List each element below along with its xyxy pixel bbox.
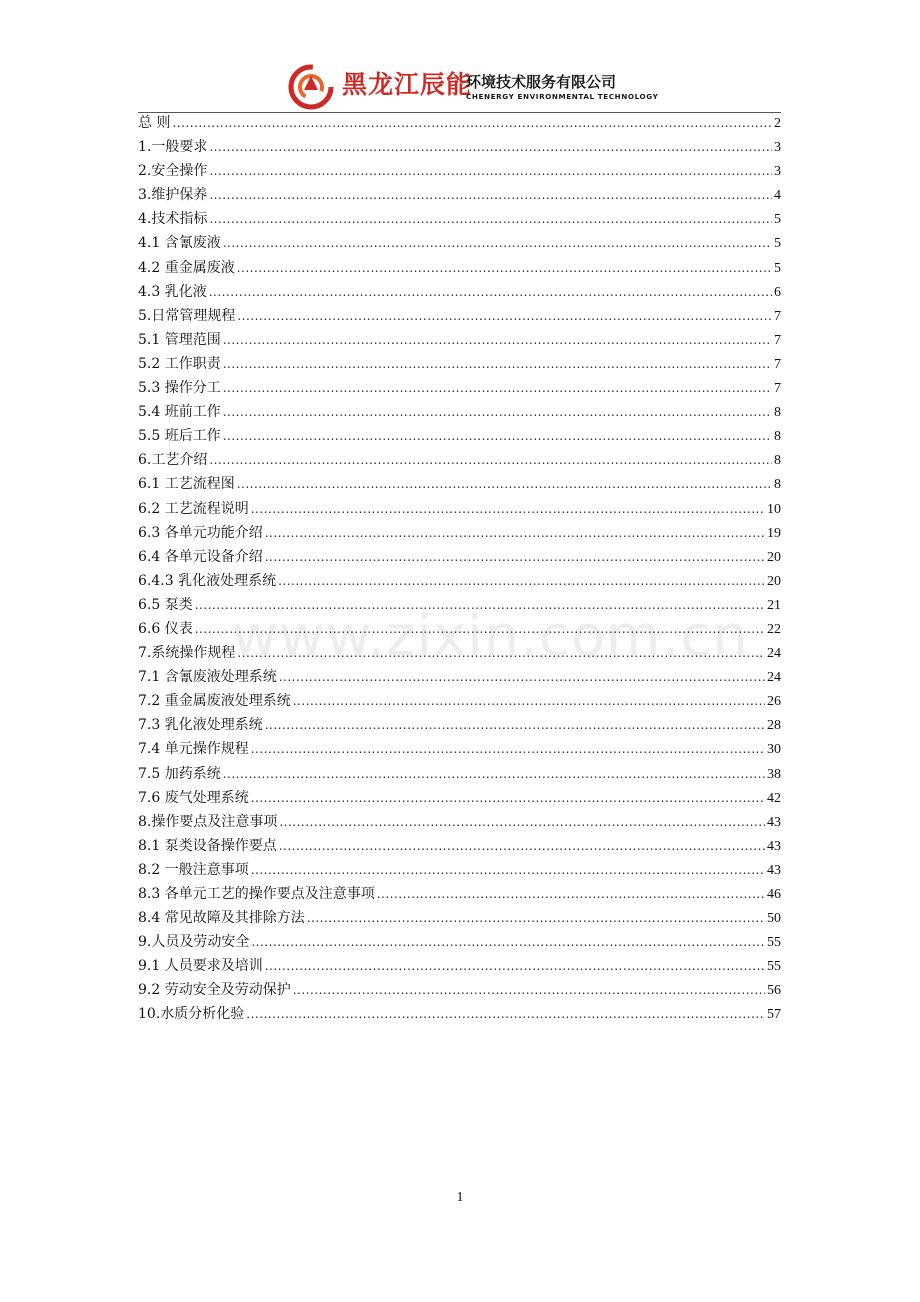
swirl-logo-icon	[288, 64, 334, 110]
toc-entry-page: 3	[774, 140, 781, 156]
toc-entry[interactable]	[138, 473, 781, 497]
toc-dot-leader	[223, 381, 772, 395]
document-header	[0, 60, 920, 114]
company-name-english: CHENERGY ENVIRONMENTAL TECHNOLOGY	[466, 92, 659, 101]
toc-entry[interactable]	[138, 498, 781, 522]
toc-entry[interactable]	[138, 257, 781, 281]
toc-entry[interactable]	[138, 353, 781, 377]
toc-entry-title: 6.4.3 乳化液处理系统	[138, 572, 277, 589]
toc-entry-title: 6.工艺介绍	[138, 452, 208, 469]
toc-entry-title: 6.3 各单元功能介绍	[138, 524, 263, 541]
toc-entry-title: 6.2 工艺流程说明	[138, 500, 249, 517]
toc-entry-title: 8.3 各单元工艺的操作要点及注意事项	[138, 886, 375, 902]
toc-entry-title: 5.5 班后工作	[138, 428, 221, 445]
toc-entry-page: 57	[767, 1007, 781, 1023]
toc-entry[interactable]	[138, 883, 781, 907]
toc-dot-leader	[237, 477, 772, 491]
toc-dot-leader	[251, 791, 765, 805]
toc-entry-page: 10	[767, 501, 781, 517]
toc-dot-leader	[279, 839, 765, 853]
toc-dot-leader	[237, 309, 772, 323]
toc-entry[interactable]	[138, 931, 781, 955]
toc-entry[interactable]	[138, 377, 781, 401]
toc-entry[interactable]	[138, 714, 781, 738]
toc-entry-page: 2	[774, 116, 781, 131]
toc-entry[interactable]	[138, 618, 781, 642]
toc-dot-leader	[172, 116, 772, 130]
toc-dot-leader	[265, 718, 765, 732]
toc-entry-page: 28	[767, 718, 781, 734]
toc-dot-leader	[279, 670, 765, 684]
toc-entry-page: 4	[774, 188, 781, 204]
brand-name: 黑龙江辰能	[342, 70, 473, 99]
toc-entry[interactable]	[138, 112, 781, 136]
toc-entry-page: 20	[767, 549, 781, 565]
toc-entry-title: 2.安全操作	[138, 163, 208, 180]
toc-entry-title: 8.4 常见故障及其排除方法	[138, 910, 305, 927]
toc-entry-title: 10.水质分析化验	[138, 1006, 245, 1023]
toc-entry-title: 5.日常管理规程	[138, 307, 236, 324]
toc-entry[interactable]	[138, 811, 781, 835]
toc-entry-title: 4.3 乳化液	[138, 283, 207, 300]
toc-entry-page: 55	[767, 935, 781, 951]
toc-entry[interactable]	[138, 184, 781, 208]
toc-entry-page: 20	[767, 573, 781, 589]
toc-entry-title: 9.2 劳动安全及劳动保护	[138, 982, 291, 999]
toc-entry-page: 46	[767, 887, 781, 902]
toc-dot-leader	[246, 1007, 765, 1021]
toc-entry-page: 8	[774, 429, 781, 445]
toc-entry-title: 6.1 工艺流程图	[138, 476, 235, 493]
toc-dot-leader	[209, 164, 772, 178]
toc-entry[interactable]	[138, 401, 781, 425]
toc-entry-title: 6.5 泵类	[138, 596, 193, 613]
toc-entry[interactable]	[138, 208, 781, 232]
toc-dot-leader	[209, 212, 772, 226]
toc-entry-title: 8.1 泵类设备操作要点	[138, 837, 277, 854]
toc-dot-leader	[237, 261, 772, 275]
page-number: 1	[456, 1190, 464, 1205]
toc-entry-title: 7.1 含氰废液处理系统	[138, 669, 277, 686]
toc-entry-title: 5.3 操作分工	[138, 380, 221, 397]
toc-entry[interactable]	[138, 666, 781, 690]
toc-dot-leader	[307, 911, 765, 925]
toc-entry-title: 总 则	[138, 115, 171, 131]
toc-entry-title: 7.3 乳化液处理系统	[138, 717, 263, 734]
toc-entry[interactable]	[138, 546, 781, 570]
toc-entry[interactable]	[138, 738, 781, 762]
toc-entry[interactable]	[138, 570, 781, 594]
toc-entry[interactable]	[138, 859, 781, 883]
toc-entry-page: 26	[767, 694, 781, 710]
toc-entry-title: 4.1 含氰废液	[138, 235, 221, 252]
table-of-contents	[138, 112, 781, 1028]
toc-dot-leader	[278, 574, 765, 588]
toc-entry[interactable]	[138, 522, 781, 546]
toc-dot-leader	[209, 140, 772, 154]
toc-entry[interactable]	[138, 907, 781, 931]
toc-entry-page: 8	[774, 453, 781, 469]
toc-entry-title: 6.6 仪表	[138, 620, 193, 637]
toc-dot-leader	[265, 550, 765, 564]
toc-entry-page: 6	[774, 284, 781, 300]
toc-entry-page: 55	[767, 959, 781, 975]
toc-entry[interactable]	[138, 305, 781, 329]
toc-dot-leader	[223, 767, 765, 781]
company-name: 环境技术服务有限公司	[466, 73, 617, 91]
toc-entry-title: 7.4 单元操作规程	[138, 741, 249, 758]
toc-entry-page: 7	[774, 332, 781, 348]
toc-entry-page: 42	[767, 790, 781, 806]
toc-entry-page: 56	[767, 983, 781, 999]
toc-dot-leader	[223, 357, 772, 371]
toc-dot-leader	[265, 526, 765, 540]
toc-entry-title: 4.技术指标	[138, 211, 208, 228]
toc-entry-title: 9.1 人员要求及培训	[138, 958, 263, 975]
toc-dot-leader	[195, 622, 765, 636]
toc-entry-title: 7.系统操作规程	[138, 645, 236, 662]
toc-entry[interactable]	[138, 763, 781, 787]
toc-dot-leader	[195, 598, 765, 612]
toc-dot-leader	[223, 333, 772, 347]
toc-dot-leader	[251, 742, 765, 756]
toc-entry[interactable]	[138, 160, 781, 184]
toc-entry-page: 7	[774, 308, 781, 324]
toc-dot-leader	[223, 405, 772, 419]
toc-entry-title: 5.1 管理范围	[138, 331, 221, 348]
toc-entry-page: 43	[767, 814, 781, 830]
toc-entry[interactable]	[138, 136, 781, 160]
toc-entry[interactable]	[138, 1003, 781, 1027]
toc-dot-leader	[209, 188, 772, 202]
toc-entry-page: 8	[774, 477, 781, 493]
toc-entry[interactable]	[138, 690, 781, 714]
toc-entry-page: 5	[774, 236, 781, 252]
toc-entry-title: 6.4 各单元设备介绍	[138, 548, 263, 565]
watermark: www.zixin.com.cn	[232, 604, 749, 669]
toc-dot-leader	[265, 959, 765, 973]
toc-entry-page: 5	[774, 212, 781, 228]
toc-dot-leader	[293, 983, 765, 997]
toc-entry-page: 43	[767, 862, 781, 878]
toc-dot-leader	[279, 815, 765, 829]
toc-entry-title: 9.人员及劳动安全	[138, 934, 250, 951]
toc-entry-title: 4.2 重金属废液	[138, 259, 235, 276]
toc-entry-title: 3.维护保养	[138, 187, 208, 204]
toc-entry[interactable]	[138, 979, 781, 1003]
toc-entry-title: 1.一般要求	[138, 139, 208, 156]
toc-entry-page: 7	[774, 356, 781, 372]
toc-dot-leader	[209, 285, 772, 299]
toc-entry-title: 8.操作要点及注意事项	[138, 813, 278, 830]
toc-dot-leader	[251, 863, 765, 877]
toc-entry[interactable]	[138, 787, 781, 811]
toc-dot-leader	[251, 935, 765, 949]
toc-entry-title: 8.2 一般注意事项	[138, 861, 249, 878]
toc-entry[interactable]	[138, 232, 781, 256]
toc-dot-leader	[209, 453, 772, 467]
toc-entry-title: 5.4 班前工作	[138, 404, 221, 421]
toc-entry[interactable]	[138, 449, 781, 473]
toc-entry-page: 30	[767, 742, 781, 758]
toc-entry[interactable]	[138, 642, 781, 666]
toc-entry-page: 21	[767, 597, 781, 613]
toc-entry-title: 5.2 工作职责	[138, 355, 221, 372]
toc-entry-page: 24	[767, 670, 781, 686]
toc-entry-page: 3	[774, 164, 781, 180]
toc-entry[interactable]	[138, 425, 781, 449]
toc-entry[interactable]	[138, 955, 781, 979]
toc-entry[interactable]	[138, 594, 781, 618]
toc-entry-page: 5	[774, 260, 781, 276]
toc-entry[interactable]	[138, 329, 781, 353]
toc-entry-page: 43	[767, 838, 781, 854]
toc-entry-page: 7	[774, 381, 781, 397]
toc-dot-leader	[293, 694, 765, 708]
toc-entry-page: 8	[774, 405, 781, 421]
toc-entry-title: 7.5 加药系统	[138, 765, 221, 782]
toc-entry-page: 38	[767, 766, 781, 782]
toc-dot-leader	[251, 502, 765, 516]
toc-dot-leader	[223, 236, 772, 250]
toc-entry-page: 50	[767, 911, 781, 927]
toc-entry-title: 7.6 废气处理系统	[138, 789, 249, 806]
toc-entry-page: 24	[767, 646, 781, 662]
toc-entry-title: 7.2 重金属废液处理系统	[138, 693, 291, 710]
toc-dot-leader	[377, 887, 765, 901]
toc-entry[interactable]	[138, 835, 781, 859]
toc-dot-leader	[223, 429, 772, 443]
toc-entry[interactable]	[138, 281, 781, 305]
toc-entry-page: 22	[767, 621, 781, 637]
toc-dot-leader	[237, 646, 765, 660]
toc-entry-page: 19	[767, 525, 781, 541]
